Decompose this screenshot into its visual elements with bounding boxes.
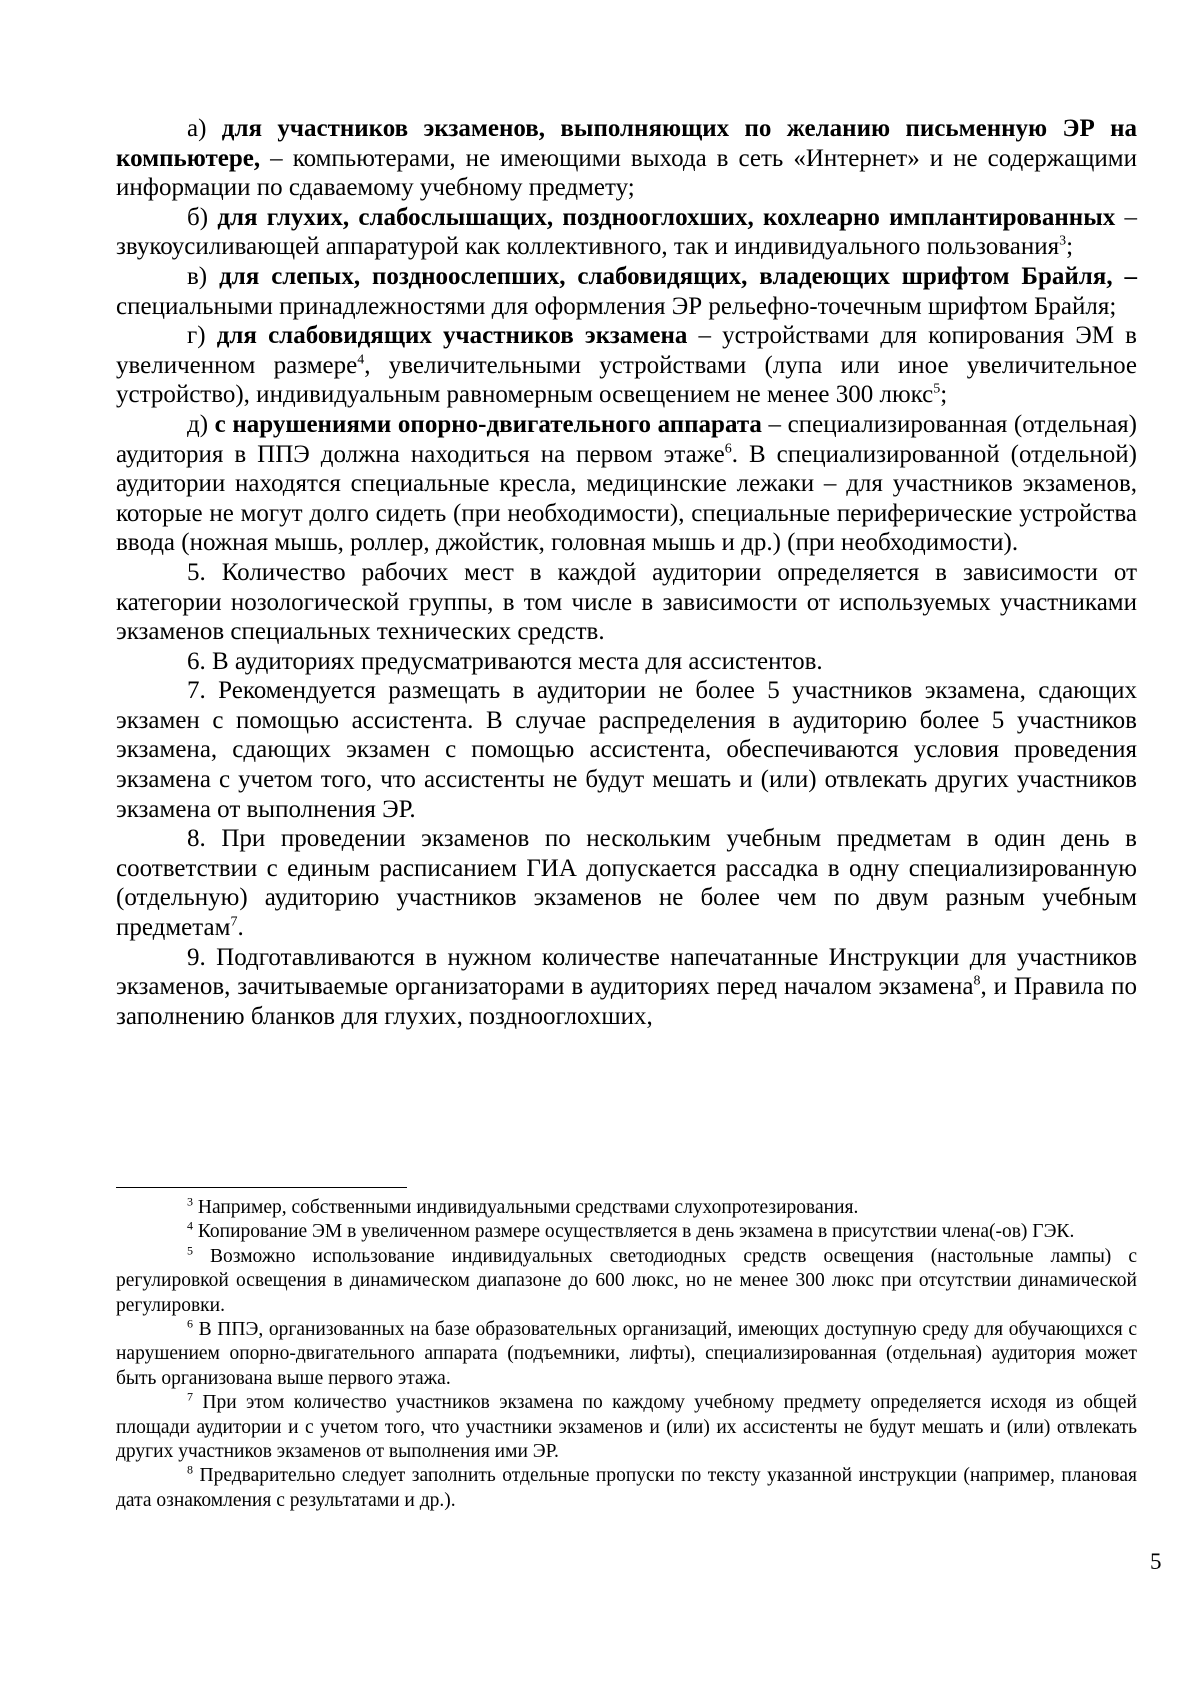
paragraph-d-bold: с нарушениями опорно-двигательного аппарата bbox=[214, 410, 762, 438]
footnote-3: $^3$ Например, собственными индивидуальными средствами слухопротезирования. bbox=[187, 1194, 859, 1218]
paragraph-9: 9. Подготавливаются в нужном количестве напечатанные Инструкции для участников экзаменов, зачитываемые организаторами в аудиториях перед началом экзамена$^8$, и Правила по заполнению бланков для глухих, позднооглохших, bbox=[116, 943, 1137, 1030]
paragraph-a: а) для участников экзаменов, выполняющих по желанию письменную ЭР на компьютере, – компьютерами, не имеющими выхода в сеть «Интернет» и не содержащими информации по сдаваемому учебному предмету; bbox=[116, 115, 1137, 202]
paragraph-b: б) для глухих, слабослышащих, позднооглохших, кохлеарно имплантированных – звукоусиливающей аппаратурой как коллективного, так и индивидуального пользования$^3$; bbox=[116, 203, 1137, 261]
footnote-5: $^5$ Возможно использование индивидуальных светодиодных средств освещения (настольные лампы) с регулировкой освещения в динамическом диапазоне до 600 люкс, но не менее 300 люкс при отсутствии динамической регулировки. bbox=[116, 1243, 1137, 1316]
paragraph-v: в) для слепых, поздноослепших, слабовидящих, владеющих шрифтом Брайля, – специальными принадлежностями для оформления ЭР рельефно-точечным шрифтом Брайля; bbox=[116, 262, 1137, 320]
paragraph-b-bold: для глухих, слабослышащих, позднооглохших, кохлеарно имплантированных bbox=[217, 203, 1116, 231]
footnotes bbox=[116, 1196, 1137, 1513]
paragraph-8: 8. При проведении экзаменов по нескольким учебным предметам в один день в соответствии с единым расписанием ГИА допускается рассадка в одну специализированную (отдельную) аудиторию участников экзаменов не более чем по двум разным учебным предметам$^7$. bbox=[116, 825, 1137, 942]
page-number: 5 bbox=[1150, 1549, 1162, 1574]
footnote-ref-6: 6 bbox=[724, 441, 732, 457]
footnote-ref-5: 5 bbox=[933, 382, 941, 398]
paragraph-d: д) с нарушениями опорно-двигательного аппарата – специализированная (отдельная) аудитория в ППЭ должна находиться на первом этаже$^6$. В специализированной (отдельной) аудитории находятся специальные кресла, медицинские лежаки – для участников экзаменов, которые не могут долго сидеть (при необходимости), специальные периферические устройства ввода (ножная мышь, роллер, джойстик, головная мышь и др.) (при необходимости). bbox=[116, 410, 1137, 557]
footnote-ref-3: 3 bbox=[1059, 234, 1067, 250]
paragraph-7: 7. Рекомендуется размещать в аудитории не более 5 участников экзамена, сдающих экзамен с помощью ассистента. В случае распределения в аудиторию более 5 участников экзамена, сдающих экзамен с помощью ассистента, обеспечиваются условия проведения экзамена с учетом того, что ассистенты не будут мешать и (или) отвлекать других участников экзамена от выполнения ЭР. bbox=[116, 677, 1137, 823]
footnote-7: $^7$ При этом количество участников экзамена по каждому учебному предмету определяется исходя из общей площади аудитории и с учетом того, что участники экзаменов и (или) их ассистенты не будут мешать и (или) отвлекать других участников экзаменов от выполнения ими ЭР. bbox=[116, 1389, 1137, 1463]
paragraph-g: г) для слабовидящих участников экзамена – устройствами для копирования ЭМ в увеличенном размере$^4$, увеличительными устройствами (лупа или иное увеличительное устройство), индивидуальным равномерным освещением не менее 300 люкс$^5$; bbox=[116, 322, 1137, 409]
footnote-ref-7: 7 bbox=[230, 914, 238, 930]
footnote-separator bbox=[116, 1187, 407, 1188]
paragraph-v-bold: для слепых, поздноослепших, слабовидящих, владеющих шрифтом Брайля, – bbox=[219, 262, 1137, 290]
footnote-8: $^8$ Предварительно следует заполнить отдельные пропуски по тексту указанной инструкции (например, плановая дата ознакомления с результатами и др.). bbox=[116, 1462, 1137, 1511]
paragraph-6: 6. В аудиториях предусматриваются места для ассистентов. bbox=[187, 647, 823, 675]
footnote-4: $^4$ Копирование ЭМ в увеличенном размере осуществляется в день экзамена в присутствии члена(-ов) ГЭК. bbox=[187, 1218, 1075, 1243]
footnote-ref-8: 8 bbox=[973, 973, 981, 989]
main-text bbox=[116, 114, 1137, 1031]
footnote-ref-4: 4 bbox=[357, 352, 365, 368]
paragraph-a-bold: для участников экзаменов, выполняющих по желанию письменную ЭР на компьютере, bbox=[116, 115, 1137, 172]
paragraph-g-bold: для слабовидящих участников экзамена bbox=[216, 322, 688, 350]
paragraph-5: 5. Количество рабочих мест в каждой аудитории определяется в зависимости от категории нозологической группы, в том числе в зависимости от используемых участниками экзаменов специальных технических средств. bbox=[116, 558, 1137, 646]
footnote-6: $^6$ В ППЭ, организованных на базе образовательных организаций, имеющих доступную среду для обучающихся с нарушением опорно-двигательного аппарата (подъемники, лифты), специализированная (отдельная) аудитория может быть организована выше первого этажа. bbox=[116, 1316, 1137, 1389]
